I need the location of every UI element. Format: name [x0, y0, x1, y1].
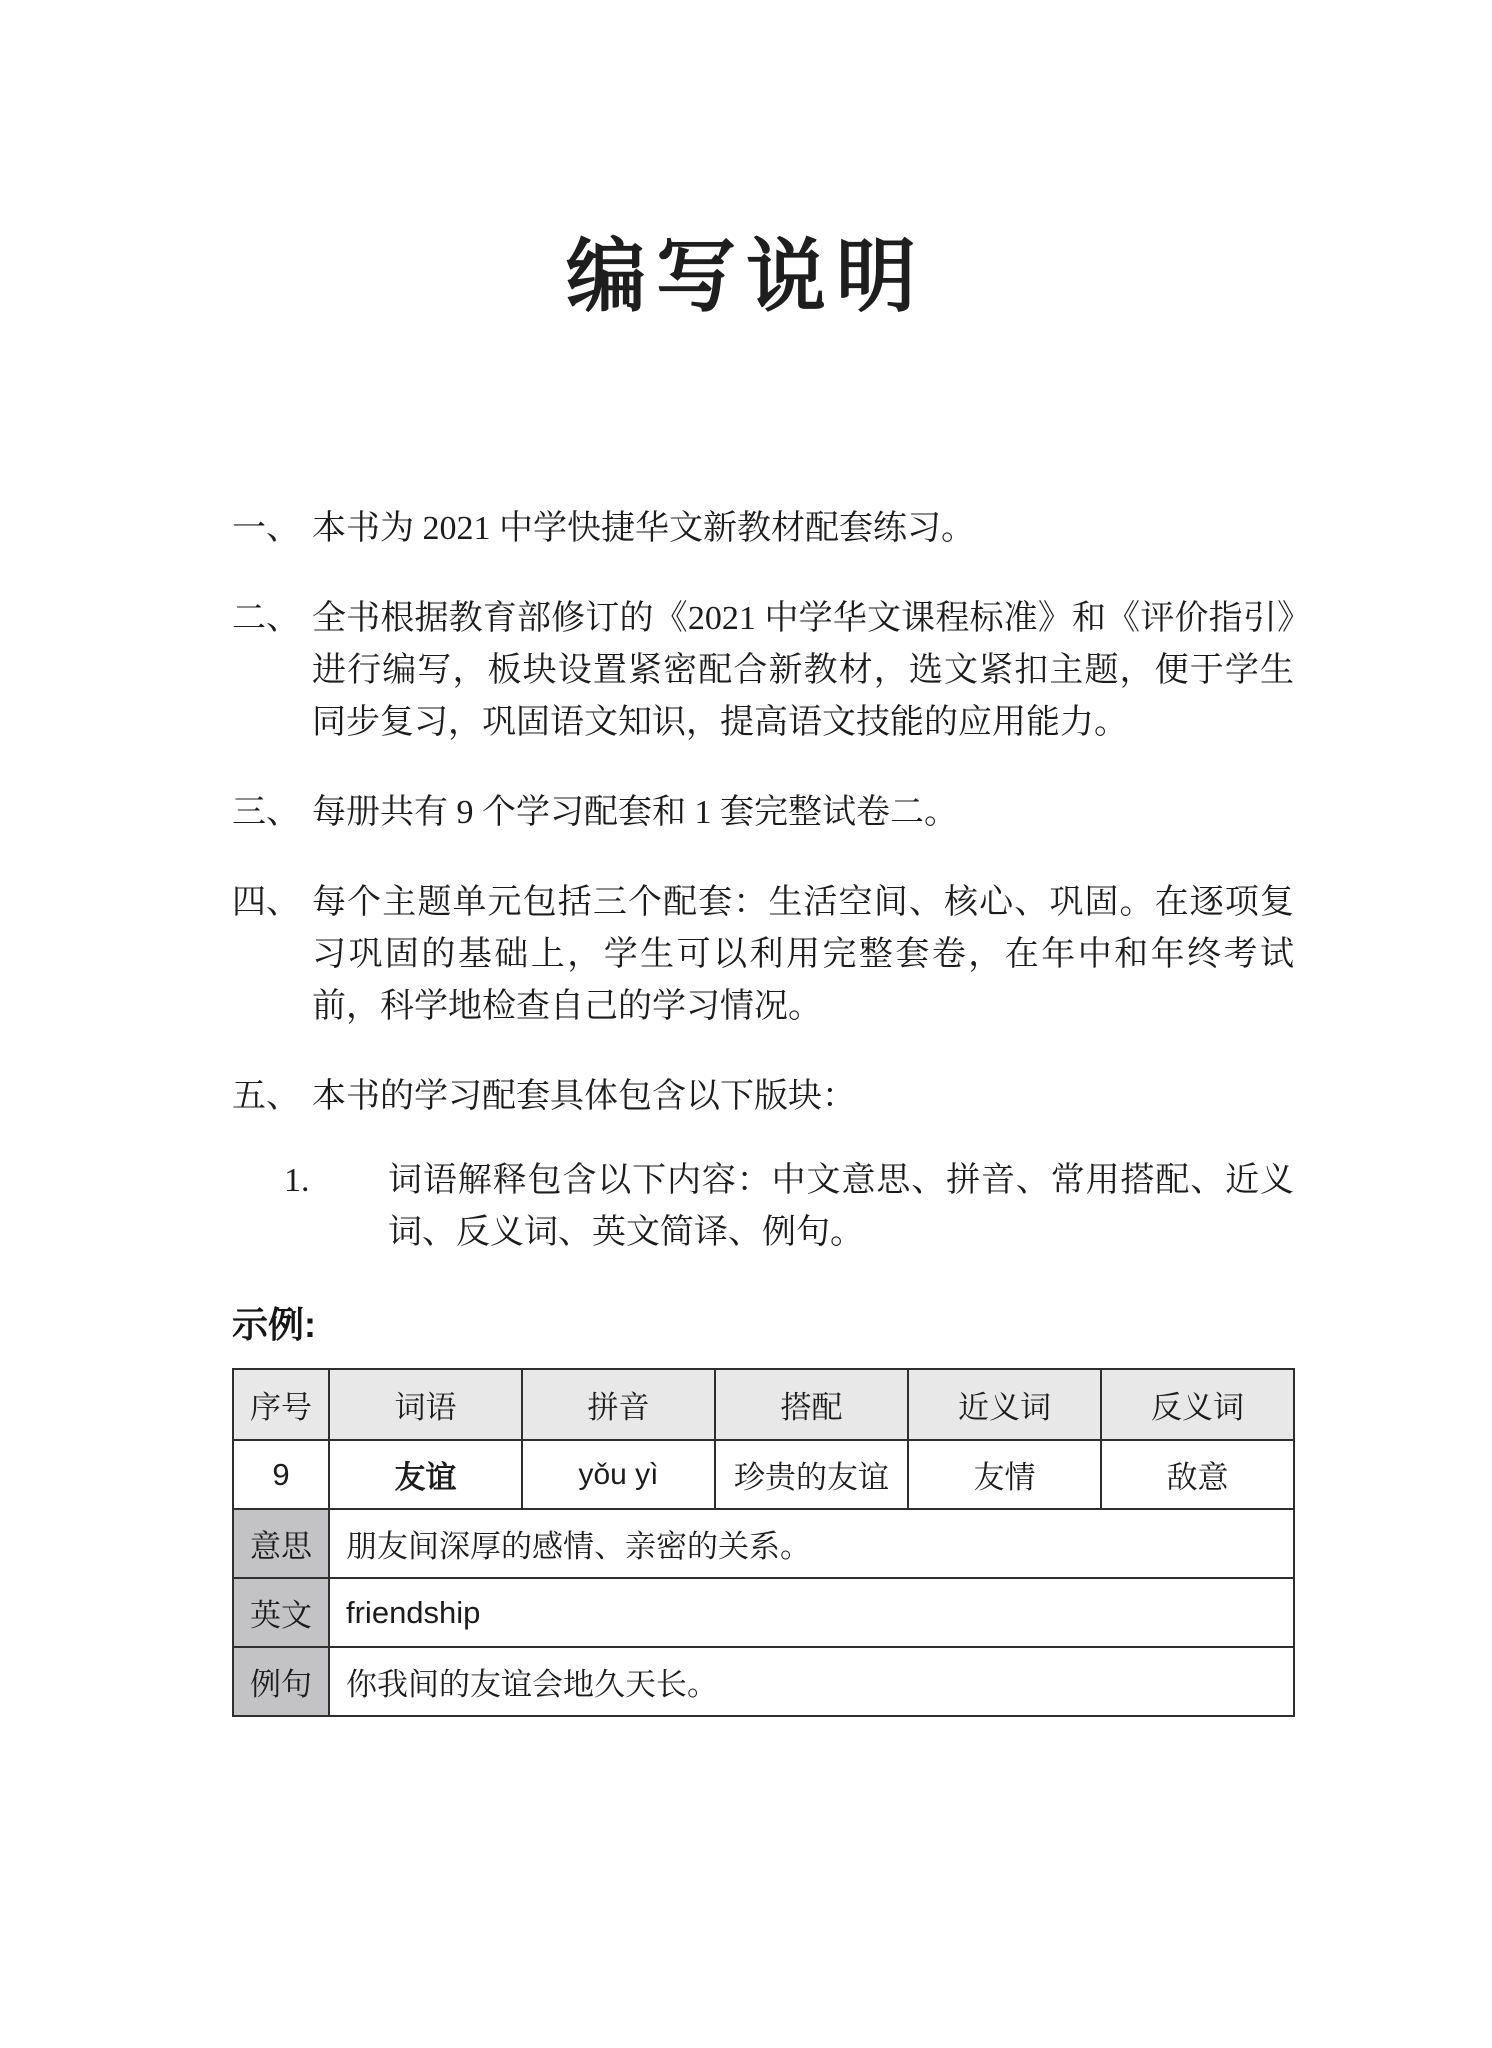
- entry-number: 9: [233, 1440, 329, 1509]
- item-marker: 一、: [232, 510, 300, 547]
- row-content-meaning: 朋友间深厚的感情、亲密的关系。: [329, 1509, 1294, 1578]
- sub-list-item: [284, 1155, 1294, 1259]
- entry-pinyin: yǒu yì: [522, 1440, 715, 1509]
- item-text: 每个主题单元包括三个配套：生活空间、核心、巩固。在逐项复习巩固的基础上，学生可以利用完整套卷，在年中和年终考试前，科学地检查自己的学习情况。: [312, 884, 1294, 1025]
- item-text: 本书为 2021 中学快捷华文新教材配套练习。: [312, 510, 975, 547]
- list-item: [232, 503, 1294, 555]
- example-table: [232, 1368, 1295, 1717]
- entry-word: 友谊: [329, 1440, 522, 1509]
- item-marker: 二、: [232, 600, 300, 637]
- item-marker: 五、: [232, 1078, 300, 1115]
- sentence-row: [233, 1647, 1294, 1716]
- list-item: [232, 593, 1294, 749]
- header-cell-pinyin: 拼音: [522, 1369, 715, 1440]
- sub-item-marker: 1.: [284, 1162, 310, 1199]
- header-cell-synonym: 近义词: [908, 1369, 1101, 1440]
- english-row: [233, 1578, 1294, 1647]
- entry-collocation: 珍贵的友谊: [715, 1440, 908, 1509]
- list-item: [232, 787, 1294, 839]
- header-cell-word: 词语: [329, 1369, 522, 1440]
- list-item: [232, 1071, 1294, 1123]
- entry-row: [233, 1440, 1294, 1509]
- row-label-english: 英文: [233, 1578, 329, 1647]
- header-cell-collocation: 搭配: [715, 1369, 908, 1440]
- row-label-sentence: 例句: [233, 1647, 329, 1716]
- item-marker: 四、: [232, 884, 300, 921]
- page-title: 编写说明: [566, 232, 926, 321]
- header-cell-number: 序号: [233, 1369, 329, 1440]
- item-text: 每册共有 9 个学习配套和 1 套完整试卷二。: [312, 794, 958, 831]
- entry-antonym: 敌意: [1101, 1440, 1294, 1509]
- item-text: 本书的学习配套具体包含以下版块：: [312, 1078, 856, 1115]
- example-label: 示例:: [232, 1304, 316, 1345]
- header-cell-antonym: 反义词: [1101, 1369, 1294, 1440]
- row-label-meaning: 意思: [233, 1509, 329, 1578]
- meaning-row: [233, 1509, 1294, 1578]
- entry-synonym: 友情: [908, 1440, 1101, 1509]
- table-header-row: [233, 1369, 1294, 1440]
- instructions-section: [232, 503, 1294, 1717]
- item-text: 全书根据教育部修订的《2021 中学华文课程标准》和《评价指引》进行编写，板块设置紧密配合新教材，选文紧扣主题，便于学生同步复习，巩固语文知识，提高语文技能的应用能力。: [312, 600, 1294, 741]
- item-marker: 三、: [232, 794, 300, 831]
- sub-item-text: 词语解释包含以下内容：中文意思、拼音、常用搭配、近义词、反义词、英文简译、例句。: [388, 1162, 1294, 1251]
- row-content-sentence: 你我间的友谊会地久天长。: [329, 1647, 1294, 1716]
- list-item: [232, 877, 1294, 1033]
- row-content-english: friendship: [329, 1578, 1294, 1647]
